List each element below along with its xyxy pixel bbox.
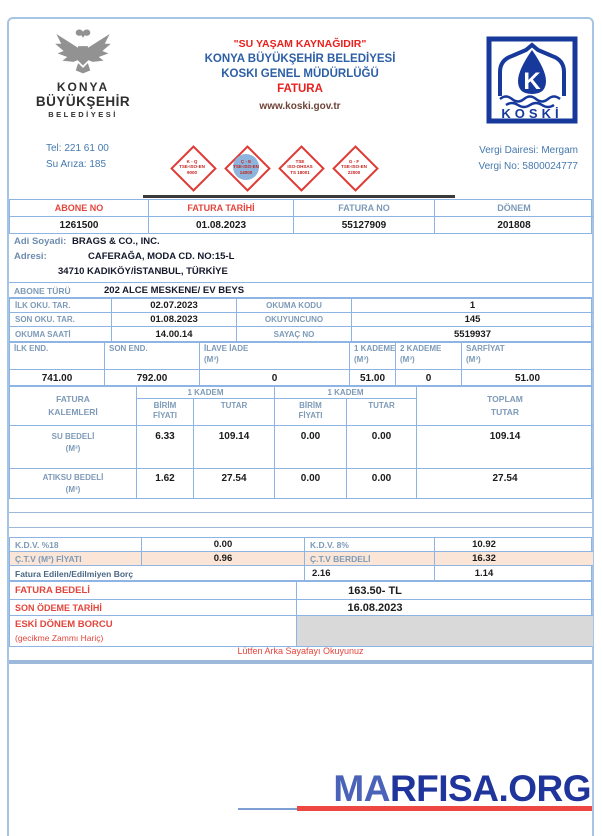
billing-cell: 0.00 xyxy=(346,469,416,498)
konya-logo-line1: KONYA xyxy=(56,80,110,94)
billing-table xyxy=(9,385,592,499)
reading-label: OKUYUNCUNO xyxy=(236,313,351,327)
cert-badge-iso9000: K - Q TSE-ISO-EN 9000 xyxy=(168,145,216,189)
contact-block xyxy=(46,141,109,173)
header-directorate: KOSKI GENEL MÜDÜRLÜĞÜ xyxy=(221,68,379,80)
invoice-header-table xyxy=(9,199,592,234)
reading-label: SON OKU. TAR. xyxy=(10,313,111,327)
billing-cell: 0.00 xyxy=(346,426,416,469)
header-municipality: KONYA BÜYÜKŞEHİR BELEDİYESİ xyxy=(204,53,396,65)
kdv8-label: K.D.V. 8% xyxy=(304,538,434,552)
contact-tel: Tel: 221 61 00 xyxy=(46,143,109,154)
billing-row-label-su-bedeli: SU BEDELİ (M³) xyxy=(10,426,136,469)
reading-value: 145 xyxy=(351,313,593,327)
donem-value: 201808 xyxy=(434,217,593,233)
meter-col-header: İLK END. xyxy=(10,342,104,370)
header-text-block xyxy=(168,37,432,114)
fatura-bedeli-value: 163.50- TL xyxy=(296,582,593,600)
meter-col-header: İLAVE İADE (M³) xyxy=(199,342,349,370)
empty-row-line xyxy=(9,527,592,528)
col-fatura-no-label: FATURA NO xyxy=(293,200,434,217)
billing-sub-header-amount: TUTAR xyxy=(193,399,274,426)
fatura-tarihi-value: 01.08.2023 xyxy=(148,217,293,233)
tax-info-block xyxy=(478,143,578,175)
watermark-part1: MA xyxy=(333,768,390,809)
koski-logo-letter: K xyxy=(523,68,541,95)
contact-su-ariza: Su Arıza: 185 xyxy=(46,159,107,170)
col-abone-no-label: ABONE NO xyxy=(10,200,148,217)
eski-donem-borcu-label: ESKİ DÖNEM BORCU (gecikme Zammı Hariç) xyxy=(15,618,113,643)
abone-no-value: 1261500 xyxy=(59,219,99,231)
meter-value-2kademe: 0 xyxy=(395,370,461,386)
abone-turu-label: ABONE TÜRÜ xyxy=(14,286,71,296)
billing-cell: 27.54 xyxy=(416,469,593,498)
readings-table xyxy=(9,298,592,343)
reading-value: 02.07.2023 xyxy=(111,299,236,313)
customer-name-label: Adi Soyadi: xyxy=(14,236,67,247)
billing-cell: 0.00 xyxy=(274,469,346,498)
kdv8-value: 10.92 xyxy=(434,538,593,552)
meter-table xyxy=(9,341,592,387)
footer-divider-line xyxy=(9,660,592,664)
cert-badge-iso22000: G - F TSE-ISO-EN 22000 xyxy=(330,145,378,189)
meter-value-1kademe: 51.00 xyxy=(349,370,395,386)
header-doc-type: FATURA xyxy=(277,83,323,95)
koski-water-drop-icon xyxy=(486,36,578,124)
customer-address-line1: CAFERAĞA, MODA CD. NO:15-L xyxy=(88,251,235,262)
subscriber-type-row xyxy=(9,283,592,298)
fatura-bedeli-label: FATURA BEDELİ xyxy=(10,582,296,600)
koski-logo xyxy=(486,36,578,129)
customer-address-label: Adresi: xyxy=(14,251,47,262)
meter-col-header: SARFİYAT (M³) xyxy=(461,342,593,370)
ctv-fiyati-value: 0.96 xyxy=(141,552,304,566)
meter-value-sarfiyat: 51.00 xyxy=(461,370,593,386)
konya-municipality-logo xyxy=(28,28,138,119)
son-odeme-label: SON ÖDEME TARİHİ xyxy=(10,600,296,616)
empty-row-line xyxy=(9,512,592,513)
summary-table xyxy=(9,580,592,647)
fatura-edilen-value2: 1.14 xyxy=(434,566,593,581)
meter-col-header: 2 KADEME (M³) xyxy=(395,342,461,370)
billing-sub-header-unit-price: BİRİM FİYATI xyxy=(274,399,346,426)
meter-value-ilk-end: 741.00 xyxy=(41,372,73,384)
billing-cell: 0.00 xyxy=(274,426,346,469)
reading-label: OKUMA KODU xyxy=(236,299,351,313)
cert-badge-ohsas18001: TSE ISO-OHSAS TS 18001 xyxy=(276,145,324,189)
billing-cell: 1.62 xyxy=(136,469,193,498)
konya-logo-line2: BÜYÜKŞEHİR xyxy=(35,94,131,109)
fatura-edilen-label: Fatura Edilen/Edilmiyen Borç xyxy=(15,568,134,579)
ctv-bedeli-label: Ç.T.V BERDELİ xyxy=(304,552,434,566)
header-slogan: "SU YAŞAM KAYNAĞIDIR" xyxy=(233,38,367,50)
header-divider-line xyxy=(143,195,455,198)
fatura-edilen-value1: 2.16 xyxy=(304,566,434,581)
kdv18-value: 0.00 xyxy=(141,538,304,552)
cert-badge-iso14000: Ç - E TSE-ISO-EN 14000 xyxy=(222,145,270,189)
billing-group2-header: 1 KADEM xyxy=(274,386,416,399)
customer-name-value: BRAGS & CO., INC. xyxy=(72,236,160,247)
billing-total-header: TOPLAM TUTAR xyxy=(416,386,593,426)
billing-sub-header-amount: TUTAR xyxy=(346,399,416,426)
reading-value: 01.08.2023 xyxy=(111,313,236,327)
back-page-note: Lütfen Arka Sayafayı Okuyunuz xyxy=(237,646,364,656)
eski-donem-borcu-value-cell xyxy=(296,616,593,646)
col-fatura-tarihi-label: FATURA TARİHİ xyxy=(148,200,293,217)
billing-cell: 27.54 xyxy=(193,469,274,498)
billing-group1-header: 1 KADEM xyxy=(136,386,274,399)
billing-sub-header-unit-price: BİRİM FİYATI xyxy=(136,399,193,426)
meter-col-header: SON END. xyxy=(104,342,199,370)
totals-table xyxy=(9,537,592,582)
billing-cell: 109.14 xyxy=(416,426,593,469)
billing-col1-header: FATURA KALEMLERİ xyxy=(10,386,136,426)
reading-value: 5519937 xyxy=(351,327,593,342)
customer-address-line2: 34710 KADIKÖY/İSTANBUL, TÜRKİYE xyxy=(58,266,228,277)
meter-col-header: 1 KADEME (M³) xyxy=(349,342,395,370)
double-eagle-emblem-icon xyxy=(51,28,115,74)
meter-value-ilave-iade: 0 xyxy=(199,370,349,386)
watermark-part2: RFISA.ORG xyxy=(389,768,591,809)
ctv-fiyati-label: Ç.T.V (M³) FİYATI xyxy=(10,552,141,566)
billing-cell: 109.14 xyxy=(193,426,274,469)
reading-label: SAYAÇ NO xyxy=(236,327,351,342)
reading-value: 14.00.14 xyxy=(111,327,236,342)
reading-label: OKUMA SAATİ xyxy=(15,330,71,339)
fatura-no-value: 55127909 xyxy=(293,217,434,233)
koski-logo-name: KOSKİ xyxy=(501,106,563,121)
son-odeme-value: 16.08.2023 xyxy=(296,600,593,616)
col-donem-label: DÖNEM xyxy=(434,200,593,217)
konya-logo-line3: BELEDİYESİ xyxy=(48,110,118,119)
ctv-bedeli-value: 16.32 xyxy=(434,552,593,566)
tax-office: Vergi Dairesi: Mergam xyxy=(479,145,578,156)
billing-cell: 6.33 xyxy=(136,426,193,469)
meter-value-son-end: 792.00 xyxy=(104,370,199,386)
reading-value: 1 xyxy=(351,299,593,313)
reading-label: İLK OKU. TAR. xyxy=(10,299,111,313)
header-website-link[interactable]: www.koski.gov.tr xyxy=(259,101,341,112)
billing-row-label-atiksu-bedeli: ATIKSU BEDELİ (M³) xyxy=(42,473,104,494)
tax-number: Vergi No: 5800024777 xyxy=(478,161,578,172)
watermark-logo-link[interactable] xyxy=(333,768,591,810)
watermark-blue-underline xyxy=(238,808,297,810)
kdv18-label: K.D.V. %18 xyxy=(10,538,141,552)
abone-turu-value: 202 ALCE MESKENE/ EV BEYS xyxy=(104,285,245,296)
